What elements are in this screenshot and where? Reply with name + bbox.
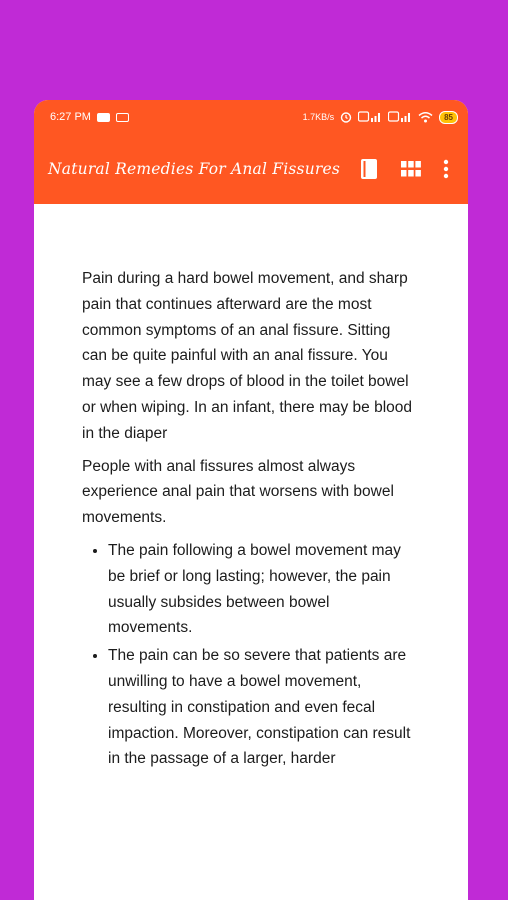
status-time: 6:27 PM (50, 111, 91, 123)
battery-indicator: 85 (439, 111, 458, 124)
grid-view-button[interactable] (390, 148, 432, 190)
screen-icon (116, 113, 129, 122)
network-speed: 1.7KB/s (302, 112, 335, 122)
signal-icon-2 (388, 111, 412, 123)
symptom-list (82, 538, 416, 772)
status-right (303, 111, 458, 124)
signal-icon (358, 111, 382, 123)
notification-icon (97, 113, 110, 122)
more-vertical-icon (443, 159, 449, 179)
phone-screen (34, 100, 468, 900)
list-item: • The pain following a bowel movement may be brief or long lasting; however, the pain usually subsides between bowel movements. (108, 538, 416, 641)
app-bar (34, 134, 468, 204)
status-left (50, 111, 129, 123)
book-button[interactable] (348, 148, 390, 190)
alarm-icon (340, 111, 352, 123)
wifi-icon (418, 111, 433, 123)
status-bar (34, 100, 468, 134)
article-paragraph: Pain during a hard bowel movement, and sharp pain that continues afterward are the most common symptoms of an anal fissure. Sitting can be quite painful with an anal fissure. You may see a few drops of blood in the toilet bowel or when wiping. In an infant, there may be blood in the diaper (82, 270, 413, 442)
grid-icon (401, 161, 421, 177)
list-item: • The pain can be so severe that patients are unwilling to have a bowel movement, resulting in constipation and even fecal impaction. Moreover, constipation can result in the passage of a larger, harder (108, 643, 416, 772)
article-paragraph: People with anal fissures almost always experience anal pain that worsens with bowel movements. (82, 457, 394, 527)
book-icon (360, 158, 378, 180)
app-title: Natural Remedies For Anal Fissures (48, 160, 341, 178)
article-content (34, 204, 468, 772)
overflow-menu-button[interactable] (432, 148, 460, 190)
